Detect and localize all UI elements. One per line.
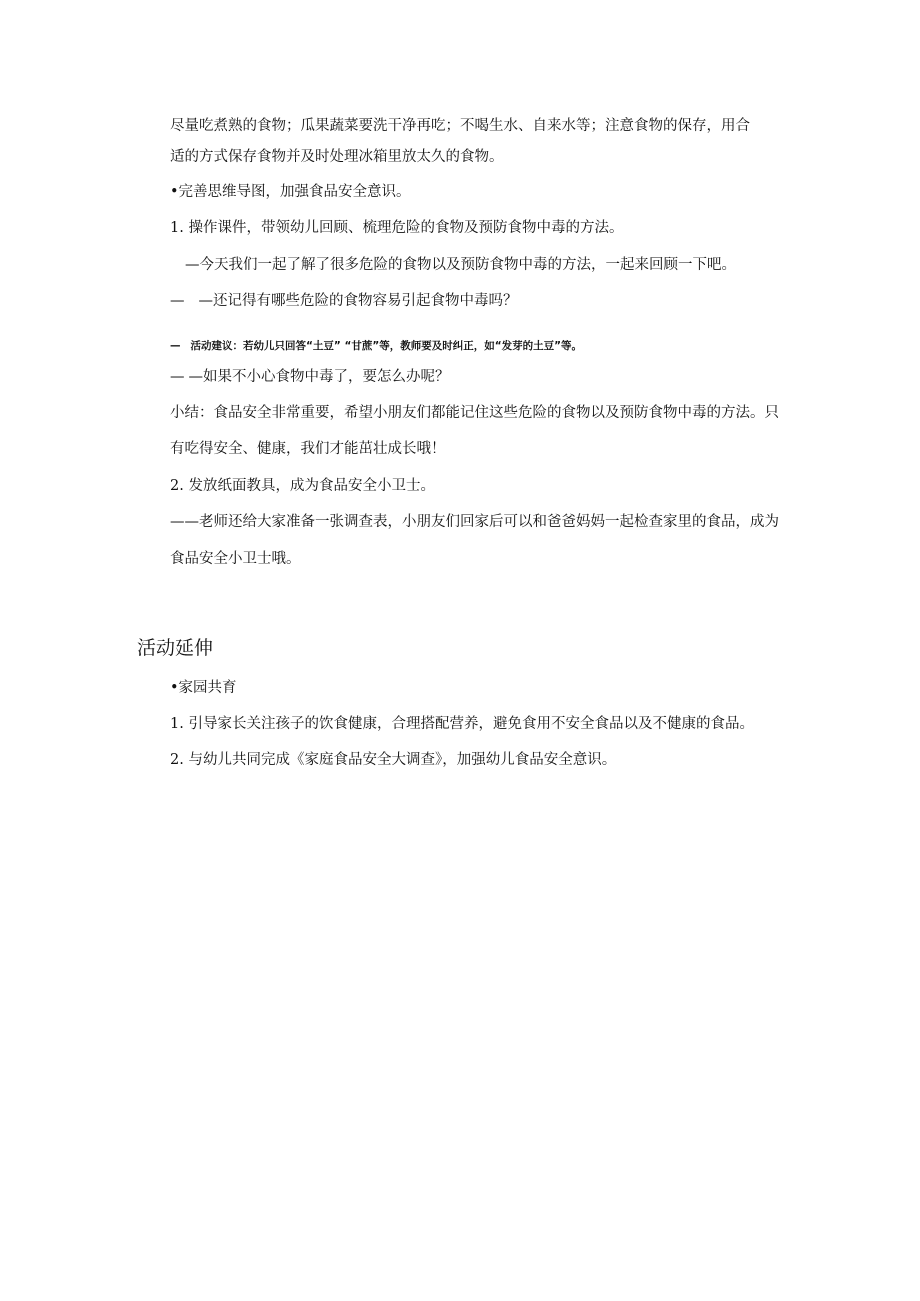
- note-text: 活动建议：若幼儿只回答“土豆” “甘蔗”等，教师要及时纠正，如“发芽的土豆”等。: [190, 340, 583, 352]
- summary-line: 有吃得安全、健康，我们才能茁壮成长哦！: [170, 441, 446, 457]
- dialog-line: ——老师还给大家准备一张调查表，小朋友们回家后可以和爸爸妈妈一起检查家里的食品，成为: [170, 514, 779, 530]
- paragraph-line: 尽量吃煮熟的食物；瓜果蔬菜要洗干净再吃；不喝生水、自来水等；注意食物的保存，用合: [170, 118, 750, 134]
- dialog-text: —还记得有哪些危险的食物容易引起食物中毒吗？: [198, 293, 518, 309]
- list-item: 2. 与幼儿共同完成《家庭食品安全大调查》，加强幼儿食品安全意识。: [170, 752, 617, 768]
- activity-note: [170, 337, 582, 355]
- section-heading: 活动延伸: [137, 637, 214, 659]
- bullet-item: •完善思维导图，加强食品安全意识。: [170, 184, 411, 200]
- dash-mark: —: [170, 293, 185, 309]
- dialog-text: —如果不小心食物中毒了，要怎么办呢？: [188, 369, 450, 385]
- step-item: 1. 操作课件，带领幼儿回顾、梳理危险的食物及预防食物中毒的方法。: [170, 220, 624, 236]
- dash-mark: —: [170, 340, 181, 352]
- dialog-line: 食品安全小卫士哦。: [170, 551, 301, 567]
- bullet-item: •家园共育: [170, 680, 237, 696]
- step-item: 2. 发放纸面教具，成为食品安全小卫士。: [170, 478, 435, 494]
- dialog-line: [170, 292, 518, 310]
- paragraph-line: 适的方式保存食物并及时处理冰箱里放太久的食物。: [170, 149, 504, 165]
- dialog-line: —今天我们一起了解了很多危险的食物以及预防食物中毒的方法，一起来回顾一下吧。: [185, 257, 736, 273]
- dash-mark: —: [170, 369, 185, 385]
- summary-line: 小结：食品安全非常重要，希望小朋友们都能记住这些危险的食物以及预防食物中毒的方法。只: [170, 405, 779, 421]
- list-item: 1. 引导家长关注孩子的饮食健康，合理搭配营养，避免食用不安全食品以及不健康的食品。: [170, 716, 754, 732]
- dialog-line: [170, 368, 450, 386]
